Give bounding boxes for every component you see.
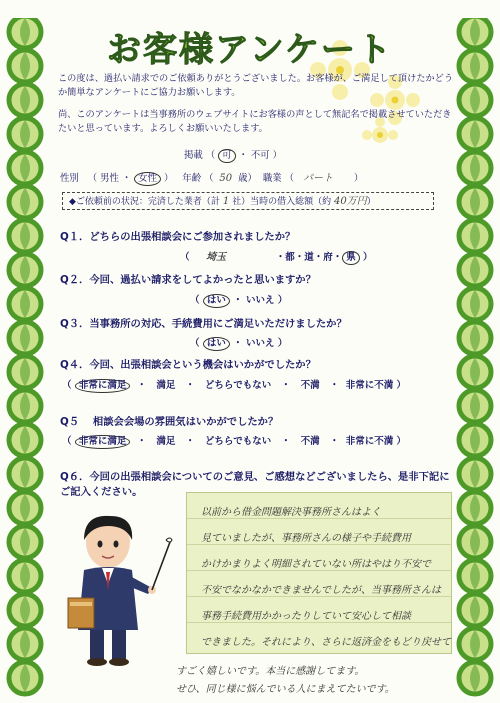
comment-line: できました。それにより、さらに返済金をもどり戻せて — [201, 637, 451, 648]
comment-line: 事務手続費用かかったりしていて安心して相談 — [201, 611, 411, 622]
q5-option-very-satisfied[interactable]: 非常に満足 — [75, 435, 131, 449]
question-3: Q３．当事務所の対応、手続費用にご満足いただけましたか？ — [60, 318, 347, 330]
q2-no-option[interactable]: いいえ — [245, 295, 275, 306]
q4-option-neutral[interactable]: どちらでもない — [204, 380, 272, 391]
comment-line: かけかまりよく明細されていない所はやはり不安で — [201, 559, 431, 570]
publish-option-yes[interactable]: 可 — [218, 149, 235, 163]
question-1: Q１．どちらの出張相談会にご参加されましたか？ — [60, 231, 296, 243]
q1-answer: （ 埼玉 ・都・道・府・ 県 ） — [180, 252, 373, 263]
q2-answer: （ はい ・ いいえ ） — [190, 295, 288, 306]
q1-prefecture-value[interactable]: 埼玉 — [206, 252, 227, 263]
q3-yes-option[interactable]: はい — [203, 337, 230, 351]
question-4: Q４．今回、出張相談会という機会はいかがでしたか？ — [60, 359, 316, 371]
q4-option-very-dissatisfied[interactable]: 非常に不満 — [345, 380, 394, 391]
intro-paragraph-2: 尚、このアンケートは当事務所のウェブサイトにお客様の声として無記名で掲載させていただきたいと思っています。よろしくお願いいたします。 — [58, 109, 452, 134]
comment-line: 見ていましたが、事務所さんの様子や手続費用 — [201, 533, 411, 544]
q5-option-very-dissatisfied[interactable]: 非常に不満 — [345, 436, 394, 447]
intro-paragraph-1: この度は、過払い請求でのご依頼ありがとうございました。お客様が、ご満足して頂けたかどうか簡単なアンケートにご協力お願いします。 — [58, 73, 454, 98]
profile-row: 性別 （ 男性 ・ 女性 ） 年齢 （ 50 歳） 職業 （ パート ） — [60, 173, 364, 184]
question-2: Q２．今回、過払い請求をしてよかったと思いますか？ — [60, 274, 316, 286]
q2-yes-option[interactable]: はい — [203, 294, 230, 308]
leaf-border-icon — [454, 18, 496, 698]
q3-answer: （ はい ・ いいえ ） — [190, 338, 288, 349]
q5-option-satisfied[interactable]: 満足 — [156, 436, 176, 447]
q4-option-satisfied[interactable]: 満足 — [156, 380, 176, 391]
gender-male-option[interactable]: 男性 — [100, 173, 119, 184]
publish-label: 掲載 — [184, 150, 203, 161]
q4-answer: （ 非常に満足 ・ 満足 ・ どちらでもない ・ 不満 ・ 非常に不満 ） — [62, 380, 407, 391]
prior-status-box: ◆ご依頼前の状況：完済した業者（計 1 社）当時の借入総額（約 40万円） — [62, 192, 434, 210]
q4-option-dissatisfied[interactable]: 不満 — [300, 380, 320, 391]
question-6: Q６．今回の出張相談会についてのご意見、ご感想などございましたら、是非下記にご記入ください。 — [60, 471, 450, 498]
q4-option-very-satisfied[interactable]: 非常に満足 — [75, 379, 131, 393]
comment-line: 以前から借金問題解決事務所さんはよく — [201, 507, 381, 518]
gender-female-option[interactable]: 女性 — [134, 172, 161, 186]
publish-option-no[interactable]: 不可 — [250, 150, 270, 161]
leaf-border-icon — [4, 18, 46, 698]
age-label: 年齢 — [182, 173, 202, 184]
comment-box[interactable] — [186, 492, 452, 654]
q5-option-dissatisfied[interactable]: 不満 — [300, 436, 320, 447]
comment-line: 不安でなかなかできませんでしたが、当事務所さんは — [201, 585, 441, 596]
page-title: お客様アンケート — [107, 30, 393, 70]
loan-amount-value[interactable]: 40万円 — [333, 196, 367, 207]
gender-label: 性別 — [60, 173, 79, 184]
q5-option-neutral[interactable]: どちらでもない — [204, 436, 272, 447]
creditor-count-value[interactable]: 1 — [222, 196, 230, 207]
job-label: 職業 — [262, 173, 282, 184]
publish-row: 掲載 （ 可 ・ 不可 ） — [184, 150, 283, 161]
comment-overflow-line: すごく嬉しいです。本当に感謝してます。 — [176, 666, 365, 677]
question-5: Q５ 相談会会場の雰囲気はいかがでしたか？ — [60, 416, 279, 428]
q3-no-option[interactable]: いいえ — [245, 338, 275, 349]
age-value[interactable]: 50 — [219, 173, 233, 184]
comment-overflow-line: せひ、同じ様に悩んでいる人にまえてたいです。 — [176, 684, 395, 695]
job-value[interactable]: パート — [302, 173, 333, 184]
q5-answer: （ 非常に満足 ・ 満足 ・ どちらでもない ・ 不満 ・ 非常に不満 ） — [62, 436, 407, 447]
businessman-illustration — [60, 510, 175, 670]
q1-ken-option[interactable]: 県 — [342, 251, 360, 265]
